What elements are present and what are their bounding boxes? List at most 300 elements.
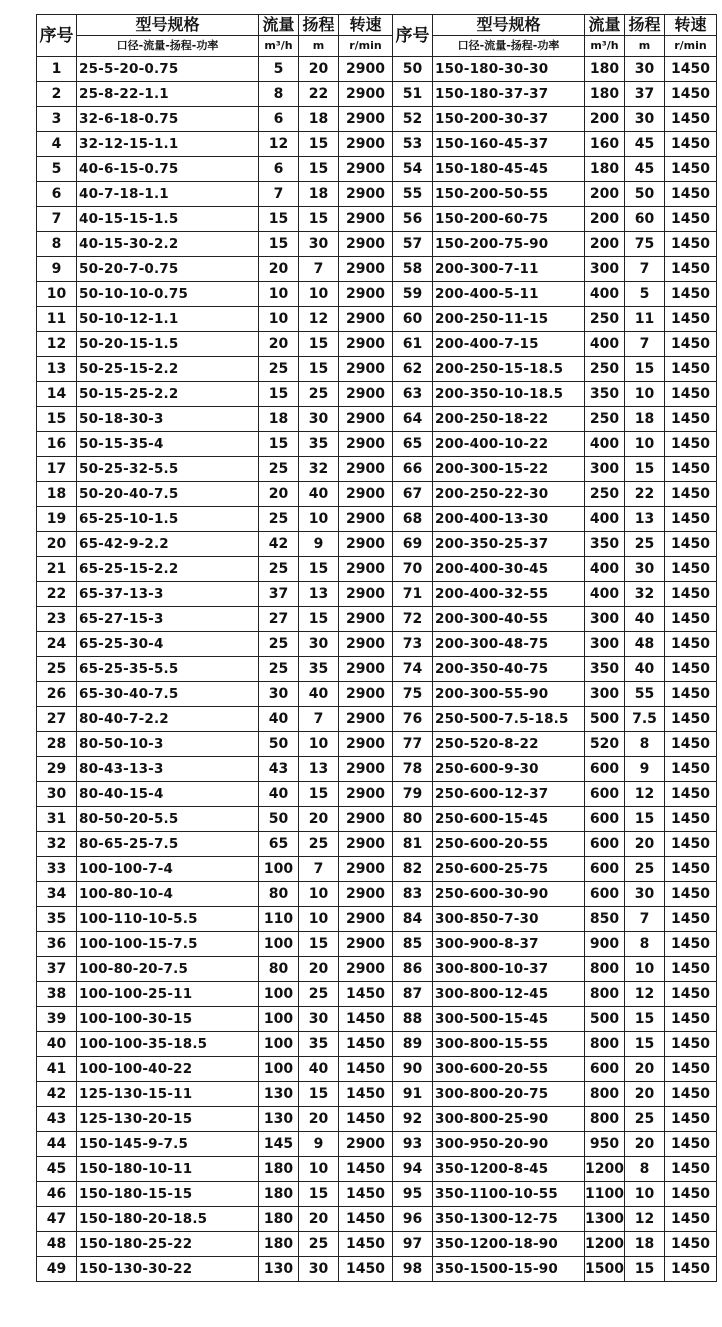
cell-seq: 6 [37, 182, 77, 207]
cell-model: 250-600-25-75 [433, 857, 585, 882]
cell-flow: 40 [259, 707, 299, 732]
cell-flow: 350 [585, 382, 625, 407]
cell-flow: 18 [259, 407, 299, 432]
cell-model: 300-900-8-37 [433, 932, 585, 957]
cell-flow: 800 [585, 957, 625, 982]
cell-seq: 77 [393, 732, 433, 757]
cell-speed: 2900 [339, 407, 393, 432]
cell-model: 200-350-10-18.5 [433, 382, 585, 407]
cell-head: 13 [625, 507, 665, 532]
cell-speed: 2900 [339, 357, 393, 382]
cell-model: 200-400-7-15 [433, 332, 585, 357]
cell-flow: 110 [259, 907, 299, 932]
cell-model: 100-100-35-18.5 [77, 1032, 259, 1057]
cell-speed: 1450 [665, 482, 717, 507]
cell-speed: 2900 [339, 1132, 393, 1157]
cell-flow: 1500 [585, 1257, 625, 1282]
header-row-main [37, 15, 717, 36]
cell-speed: 1450 [665, 1182, 717, 1207]
cell-flow: 8 [259, 82, 299, 107]
cell-speed: 2900 [339, 582, 393, 607]
cell-flow: 100 [259, 1007, 299, 1032]
cell-head: 10 [625, 382, 665, 407]
table-body [37, 57, 717, 1282]
cell-flow: 7 [259, 182, 299, 207]
cell-speed: 1450 [339, 1107, 393, 1132]
cell-seq: 12 [37, 332, 77, 357]
cell-seq: 33 [37, 857, 77, 882]
cell-model: 200-300-7-11 [433, 257, 585, 282]
cell-head: 20 [299, 807, 339, 832]
cell-speed: 2900 [339, 957, 393, 982]
cell-speed: 1450 [665, 1232, 717, 1257]
cell-seq: 8 [37, 232, 77, 257]
cell-flow: 500 [585, 707, 625, 732]
cell-model: 50-10-12-1.1 [77, 307, 259, 332]
header-seq-left: 序号 [37, 15, 77, 57]
cell-speed: 2900 [339, 207, 393, 232]
cell-seq: 9 [37, 257, 77, 282]
cell-seq: 26 [37, 682, 77, 707]
cell-flow: 20 [259, 332, 299, 357]
cell-flow: 300 [585, 257, 625, 282]
cell-seq: 49 [37, 1257, 77, 1282]
cell-speed: 2900 [339, 232, 393, 257]
cell-model: 100-100-7-4 [77, 857, 259, 882]
cell-speed: 2900 [339, 732, 393, 757]
cell-seq: 60 [393, 307, 433, 332]
cell-head: 25 [299, 982, 339, 1007]
table-row [37, 682, 717, 707]
header-flow-right: 流量 [585, 15, 625, 36]
cell-model: 65-25-30-4 [77, 632, 259, 657]
cell-seq: 1 [37, 57, 77, 82]
table-row [37, 532, 717, 557]
cell-flow: 180 [585, 157, 625, 182]
cell-head: 25 [625, 1107, 665, 1132]
cell-speed: 1450 [665, 382, 717, 407]
cell-seq: 27 [37, 707, 77, 732]
cell-flow: 40 [259, 782, 299, 807]
table-row [37, 407, 717, 432]
cell-flow: 50 [259, 807, 299, 832]
cell-seq: 13 [37, 357, 77, 382]
cell-head: 25 [299, 382, 339, 407]
cell-speed: 1450 [665, 882, 717, 907]
cell-head: 30 [299, 632, 339, 657]
cell-seq: 83 [393, 882, 433, 907]
cell-seq: 98 [393, 1257, 433, 1282]
cell-flow: 6 [259, 107, 299, 132]
cell-flow: 600 [585, 1057, 625, 1082]
cell-seq: 61 [393, 332, 433, 357]
cell-seq: 37 [37, 957, 77, 982]
cell-model: 80-43-13-3 [77, 757, 259, 782]
cell-flow: 600 [585, 807, 625, 832]
cell-speed: 2900 [339, 432, 393, 457]
cell-seq: 29 [37, 757, 77, 782]
cell-head: 75 [625, 232, 665, 257]
cell-seq: 35 [37, 907, 77, 932]
table-row [37, 1182, 717, 1207]
cell-head: 15 [299, 157, 339, 182]
cell-speed: 1450 [665, 632, 717, 657]
cell-head: 40 [625, 607, 665, 632]
cell-model: 100-80-20-7.5 [77, 957, 259, 982]
cell-model: 150-200-60-75 [433, 207, 585, 232]
cell-seq: 56 [393, 207, 433, 232]
cell-flow: 600 [585, 882, 625, 907]
cell-flow: 250 [585, 357, 625, 382]
cell-flow: 300 [585, 607, 625, 632]
cell-model: 100-80-10-4 [77, 882, 259, 907]
cell-seq: 14 [37, 382, 77, 407]
cell-head: 30 [299, 232, 339, 257]
table-row [37, 307, 717, 332]
cell-speed: 2900 [339, 332, 393, 357]
cell-speed: 2900 [339, 632, 393, 657]
cell-speed: 2900 [339, 832, 393, 857]
cell-speed: 2900 [339, 557, 393, 582]
cell-model: 150-200-50-55 [433, 182, 585, 207]
cell-model: 200-350-40-75 [433, 657, 585, 682]
cell-flow: 1100 [585, 1182, 625, 1207]
cell-seq: 82 [393, 857, 433, 882]
header-flow-left: 流量 [259, 15, 299, 36]
cell-head: 35 [299, 1032, 339, 1057]
cell-flow: 25 [259, 657, 299, 682]
table-row [37, 632, 717, 657]
cell-head: 55 [625, 682, 665, 707]
cell-model: 65-37-13-3 [77, 582, 259, 607]
cell-flow: 400 [585, 557, 625, 582]
cell-flow: 15 [259, 207, 299, 232]
cell-seq: 5 [37, 157, 77, 182]
cell-head: 12 [625, 982, 665, 1007]
cell-model: 150-180-45-45 [433, 157, 585, 182]
header-model-sub-right: 口径-流量-扬程-功率 [433, 36, 585, 57]
cell-speed: 1450 [665, 982, 717, 1007]
cell-model: 350-1300-12-75 [433, 1207, 585, 1232]
cell-speed: 1450 [665, 807, 717, 832]
table-row [37, 582, 717, 607]
cell-speed: 1450 [665, 782, 717, 807]
cell-model: 50-18-30-3 [77, 407, 259, 432]
cell-head: 7 [299, 257, 339, 282]
cell-flow: 180 [585, 57, 625, 82]
cell-model: 150-130-30-22 [77, 1257, 259, 1282]
cell-model: 150-180-20-18.5 [77, 1207, 259, 1232]
cell-flow: 400 [585, 282, 625, 307]
cell-model: 150-200-30-37 [433, 107, 585, 132]
cell-speed: 2900 [339, 707, 393, 732]
cell-flow: 130 [259, 1257, 299, 1282]
cell-head: 15 [299, 1082, 339, 1107]
cell-flow: 850 [585, 907, 625, 932]
cell-flow: 250 [585, 482, 625, 507]
cell-flow: 100 [259, 932, 299, 957]
cell-model: 350-1500-15-90 [433, 1257, 585, 1282]
cell-model: 50-20-7-0.75 [77, 257, 259, 282]
table-row [37, 357, 717, 382]
cell-flow: 350 [585, 657, 625, 682]
cell-model: 100-100-25-11 [77, 982, 259, 1007]
cell-head: 30 [625, 882, 665, 907]
cell-flow: 1200 [585, 1232, 625, 1257]
cell-speed: 1450 [665, 82, 717, 107]
cell-seq: 10 [37, 282, 77, 307]
table-row [37, 982, 717, 1007]
cell-speed: 1450 [665, 582, 717, 607]
cell-flow: 400 [585, 432, 625, 457]
cell-speed: 1450 [665, 1132, 717, 1157]
cell-model: 80-50-20-5.5 [77, 807, 259, 832]
cell-flow: 250 [585, 307, 625, 332]
cell-model: 65-25-15-2.2 [77, 557, 259, 582]
cell-seq: 97 [393, 1232, 433, 1257]
cell-model: 300-500-15-45 [433, 1007, 585, 1032]
cell-head: 20 [625, 1082, 665, 1107]
cell-seq: 45 [37, 1157, 77, 1182]
cell-model: 300-800-25-90 [433, 1107, 585, 1132]
cell-flow: 400 [585, 582, 625, 607]
cell-head: 10 [299, 1157, 339, 1182]
cell-model: 250-600-15-45 [433, 807, 585, 832]
header-flow-unit-left: m³/h [259, 36, 299, 57]
cell-speed: 1450 [665, 307, 717, 332]
cell-model: 150-200-75-90 [433, 232, 585, 257]
cell-seq: 44 [37, 1132, 77, 1157]
cell-seq: 88 [393, 1007, 433, 1032]
cell-flow: 100 [259, 982, 299, 1007]
cell-head: 20 [299, 1107, 339, 1132]
cell-model: 125-130-20-15 [77, 1107, 259, 1132]
cell-head: 18 [299, 107, 339, 132]
cell-flow: 600 [585, 782, 625, 807]
cell-seq: 42 [37, 1082, 77, 1107]
cell-head: 20 [299, 957, 339, 982]
cell-head: 40 [299, 482, 339, 507]
cell-model: 100-100-30-15 [77, 1007, 259, 1032]
cell-seq: 41 [37, 1057, 77, 1082]
cell-head: 18 [625, 1232, 665, 1257]
cell-head: 15 [299, 557, 339, 582]
cell-seq: 51 [393, 82, 433, 107]
cell-model: 200-400-13-30 [433, 507, 585, 532]
cell-head: 32 [299, 457, 339, 482]
cell-flow: 200 [585, 107, 625, 132]
cell-speed: 1450 [665, 607, 717, 632]
cell-flow: 25 [259, 357, 299, 382]
cell-flow: 300 [585, 457, 625, 482]
cell-head: 25 [299, 1232, 339, 1257]
table-row [37, 432, 717, 457]
cell-model: 100-100-40-22 [77, 1057, 259, 1082]
cell-model: 32-6-18-0.75 [77, 107, 259, 132]
cell-head: 20 [625, 1057, 665, 1082]
cell-flow: 6 [259, 157, 299, 182]
cell-seq: 74 [393, 657, 433, 682]
cell-seq: 48 [37, 1232, 77, 1257]
cell-seq: 64 [393, 407, 433, 432]
header-model-left: 型号规格 [77, 15, 259, 36]
cell-seq: 52 [393, 107, 433, 132]
cell-flow: 25 [259, 632, 299, 657]
cell-speed: 1450 [665, 757, 717, 782]
cell-head: 20 [625, 1132, 665, 1157]
cell-speed: 1450 [665, 532, 717, 557]
cell-head: 15 [625, 1032, 665, 1057]
cell-speed: 1450 [665, 57, 717, 82]
cell-model: 80-65-25-7.5 [77, 832, 259, 857]
cell-model: 300-850-7-30 [433, 907, 585, 932]
cell-flow: 10 [259, 307, 299, 332]
cell-flow: 400 [585, 507, 625, 532]
cell-speed: 1450 [339, 1007, 393, 1032]
cell-flow: 130 [259, 1107, 299, 1132]
cell-model: 150-180-25-22 [77, 1232, 259, 1257]
cell-head: 15 [299, 782, 339, 807]
cell-model: 200-400-32-55 [433, 582, 585, 607]
cell-speed: 2900 [339, 882, 393, 907]
cell-head: 10 [625, 957, 665, 982]
cell-head: 22 [625, 482, 665, 507]
cell-seq: 43 [37, 1107, 77, 1132]
cell-seq: 32 [37, 832, 77, 857]
cell-seq: 95 [393, 1182, 433, 1207]
cell-flow: 950 [585, 1132, 625, 1157]
table-row [37, 932, 717, 957]
table-row [37, 157, 717, 182]
cell-speed: 2900 [339, 682, 393, 707]
cell-speed: 1450 [665, 732, 717, 757]
cell-speed: 1450 [665, 257, 717, 282]
cell-speed: 1450 [665, 332, 717, 357]
cell-speed: 2900 [339, 182, 393, 207]
cell-speed: 2900 [339, 482, 393, 507]
cell-head: 50 [625, 182, 665, 207]
cell-seq: 58 [393, 257, 433, 282]
cell-model: 250-500-7.5-18.5 [433, 707, 585, 732]
cell-model: 200-250-22-30 [433, 482, 585, 507]
header-speed-right: 转速 [665, 15, 717, 36]
cell-speed: 1450 [339, 1207, 393, 1232]
table-row [37, 782, 717, 807]
cell-flow: 42 [259, 532, 299, 557]
cell-speed: 2900 [339, 532, 393, 557]
cell-speed: 1450 [665, 132, 717, 157]
cell-model: 300-800-10-37 [433, 957, 585, 982]
header-head-unit-right: m [625, 36, 665, 57]
cell-head: 10 [625, 432, 665, 457]
cell-model: 200-400-10-22 [433, 432, 585, 457]
cell-head: 9 [299, 532, 339, 557]
cell-flow: 50 [259, 732, 299, 757]
cell-head: 7 [299, 707, 339, 732]
cell-flow: 80 [259, 882, 299, 907]
cell-seq: 65 [393, 432, 433, 457]
cell-flow: 10 [259, 282, 299, 307]
cell-flow: 30 [259, 682, 299, 707]
cell-seq: 70 [393, 557, 433, 582]
cell-model: 350-1200-18-90 [433, 1232, 585, 1257]
cell-head: 20 [299, 57, 339, 82]
cell-head: 40 [625, 657, 665, 682]
cell-model: 250-520-8-22 [433, 732, 585, 757]
table-row [37, 1132, 717, 1157]
cell-seq: 72 [393, 607, 433, 632]
cell-model: 50-20-15-1.5 [77, 332, 259, 357]
cell-speed: 2900 [339, 107, 393, 132]
cell-speed: 2900 [339, 782, 393, 807]
table-row [37, 257, 717, 282]
cell-seq: 55 [393, 182, 433, 207]
table-row [37, 1032, 717, 1057]
cell-model: 100-110-10-5.5 [77, 907, 259, 932]
cell-speed: 1450 [339, 1032, 393, 1057]
cell-seq: 7 [37, 207, 77, 232]
cell-speed: 2900 [339, 757, 393, 782]
cell-flow: 300 [585, 632, 625, 657]
cell-seq: 38 [37, 982, 77, 1007]
cell-model: 200-250-18-22 [433, 407, 585, 432]
table-row [37, 482, 717, 507]
cell-speed: 2900 [339, 382, 393, 407]
cell-head: 15 [299, 207, 339, 232]
cell-head: 18 [299, 182, 339, 207]
cell-head: 40 [299, 682, 339, 707]
cell-model: 80-40-7-2.2 [77, 707, 259, 732]
cell-flow: 25 [259, 507, 299, 532]
cell-seq: 85 [393, 932, 433, 957]
cell-flow: 180 [259, 1157, 299, 1182]
cell-head: 12 [625, 1207, 665, 1232]
cell-seq: 22 [37, 582, 77, 607]
cell-seq: 40 [37, 1032, 77, 1057]
cell-head: 8 [625, 732, 665, 757]
cell-flow: 600 [585, 857, 625, 882]
table-row [37, 507, 717, 532]
cell-head: 12 [299, 307, 339, 332]
cell-flow: 1300 [585, 1207, 625, 1232]
cell-speed: 1450 [665, 357, 717, 382]
cell-flow: 350 [585, 532, 625, 557]
cell-speed: 1450 [665, 282, 717, 307]
cell-speed: 1450 [339, 1157, 393, 1182]
cell-head: 15 [625, 807, 665, 832]
cell-head: 20 [625, 832, 665, 857]
cell-speed: 2900 [339, 57, 393, 82]
cell-head: 22 [299, 82, 339, 107]
cell-model: 350-1100-10-55 [433, 1182, 585, 1207]
cell-seq: 21 [37, 557, 77, 582]
cell-speed: 1450 [665, 1107, 717, 1132]
cell-head: 25 [625, 532, 665, 557]
cell-head: 12 [625, 782, 665, 807]
cell-seq: 34 [37, 882, 77, 907]
cell-speed: 1450 [339, 1182, 393, 1207]
cell-head: 11 [625, 307, 665, 332]
cell-speed: 1450 [665, 1207, 717, 1232]
cell-speed: 1450 [665, 507, 717, 532]
cell-seq: 54 [393, 157, 433, 182]
cell-speed: 1450 [339, 1257, 393, 1282]
table-row [37, 957, 717, 982]
cell-flow: 800 [585, 982, 625, 1007]
table-row [37, 1057, 717, 1082]
table-row [37, 757, 717, 782]
cell-flow: 20 [259, 482, 299, 507]
